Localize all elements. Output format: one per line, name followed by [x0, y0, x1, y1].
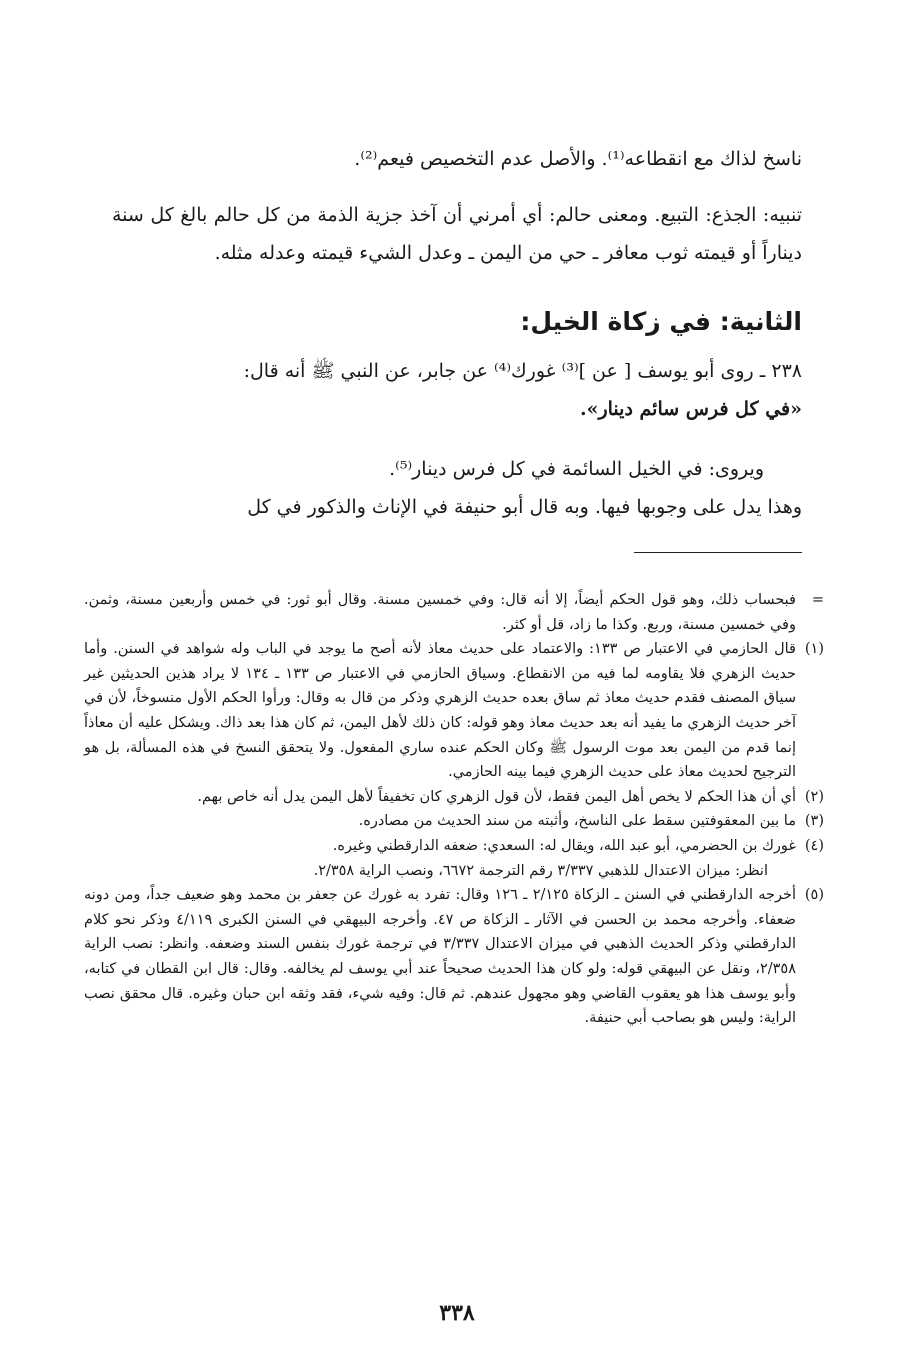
footnote-text: أي أن هذا الحكم لا يخص أهل اليمن فقط، لأن قول الزهري كان تخفيفاً لأهل اليمن يدل أنه خاص بهم.: [197, 788, 796, 805]
footnotes: [84, 588, 824, 1031]
section-heading: الثانية: في زكاة الخيل:: [520, 307, 802, 336]
footnote-text: غورك بن الحضرمي، أبو عبد الله، ويقال له: السعدي: ضعفه الدارقطني وغيره.: [332, 837, 796, 854]
footnote-separator: [634, 552, 802, 553]
hadith-text: «في كل فرس سائم دينار».: [579, 398, 802, 420]
paragraph-ruling: وهذا يدل على وجوبها فيها. وبه قال أبو حنيفة في الإناث والذكور في كل: [247, 496, 802, 518]
footnote-mark: (٣): [804, 813, 824, 830]
footnote-mark: =: [811, 592, 824, 608]
footnote-mark: (٥): [804, 887, 824, 904]
hadith-238: [112, 352, 802, 428]
footnote-3: [84, 809, 824, 834]
footnote-mark: (٢): [804, 788, 824, 805]
footnote-text: انظر: ميزان الاعتدال للذهبي ٣/٣٣٧ رقم الترجمة ٦٦٧٢، ونصب الراية ٢/٣٥٨.: [313, 862, 768, 879]
footnote-text: فبحساب ذلك، وهو قول الحكم أيضاً، إلا أنه قال: وفي خمسين مسنة. وقال أبو ثور: في خمس وأربعين مسنة، وثمن. وفي خمسين مسنة، وربع. وكذا ما زاد، قل أو كثر.: [84, 592, 796, 633]
footnote-4-reference: [84, 859, 824, 884]
footnote-mark: (٤): [804, 837, 824, 854]
footnote-4: [84, 834, 824, 859]
footnote-text: أخرجه الدارقطني في السنن ـ الزكاة ٢/١٢٥ ـ ١٢٦ وقال: تفرد به غورك عن جعفر بن محمد وهو ضعيف جداً، ومن دونه ضعفاء. وأخرجه محمد بن الحسن في الآثار ـ الزكاة ص ٤٧. وأخرجه البيهقي في السنن الكبرى ٤/١١٩ وذكر نحو كلام الدارقطني وذكر الحديث الذهبي في ميزان الاعتدال ٣/٣٣٧ في ترجمة غورك بنفس السند وضعفه. وانظر: نصب الراية ٢/٣٥٨، ونقل عن البيهقي قوله: ولو كان هذا الحديث صحيحاً عند أبي يوسف لم يخالفه. وقال: قال ابن القطان في كتابه، وأبو يوسف هذا هو يعقوب القاضي وهو مجهول عندهم. ثم قال: وفيه شيء، فقد وثقه ابن حبان وغيره. قال محقق نصب الراية: وليس هو بصاحب أبي حنيفة.: [84, 887, 797, 1027]
footnote-2: [84, 785, 824, 810]
paragraph-variant: ويروى: في الخيل السائمة في كل فرس دينار⁽⁵⁾.: [389, 458, 764, 480]
page-number: ٣٣٨: [439, 1300, 475, 1326]
paragraph-note: تنبيه: الجذع: التبيع. ومعنى حالم: أي أمرني أن آخذ جزية الذمة من كل حالم بالغ كل سنة ديناراً أو قيمته ثوب معافر ـ حي من اليمن ـ وعدل الشيء قيمته وعدله مثله.: [112, 204, 802, 264]
footnote-5: [84, 883, 824, 1031]
footnote-continuation: [84, 588, 824, 637]
footnote-1: [84, 637, 824, 785]
footnote-text: قال الحازمي في الاعتبار ص ١٣٣: والاعتماد على حديث معاذ لأنه أصح ما يوجد في الباب وله شواهد في السنن. وأما حديث الزهري فلا يقاومه لما فيه من الانقطاع. وسياق الحازمي في الاعتبار ص ١٣٣ ـ ١٣٤ لا يراد هذين الحديثين غير سياق المصنف فقدم حديث معاذ ثم ساق بعده حديث الزهري وذكر من قال به وقال: ورأوا الحكم الأول منسوخاً، لأن في آخر حديث الزهري ما يفيد أنه بعد حديث معاذ وهو قوله: كان ذلك لأهل اليمن، ثم كان هذا بعد ذاك. ويشكل عليه أن معاذاً إنما قدم من اليمن بعد موت الرسول ﷺ وكان الحكم عنده ساري المفعول. ولا يتحقق النسخ في هذه المسألة، بل هو الترجيح لحديث معاذ على حديث الزهري فيما بينه الحازمي.: [84, 641, 797, 781]
footnote-mark: (١): [804, 641, 824, 658]
footnote-text: ما بين المعقوفتين سقط على الناسخ، وأثبته من سند الحديث من مصادره.: [358, 813, 796, 830]
hadith-intro: ٢٣٨ ـ روى أبو يوسف [ عن ]⁽³⁾ غورك⁽⁴⁾ عن جابر، عن النبي ﷺ أنه قال:: [243, 360, 802, 382]
paragraph-abrogation: ناسخ لذاك مع انقطاعه⁽¹⁾. والأصل عدم التخصيص فيعم⁽²⁾.: [354, 148, 802, 170]
